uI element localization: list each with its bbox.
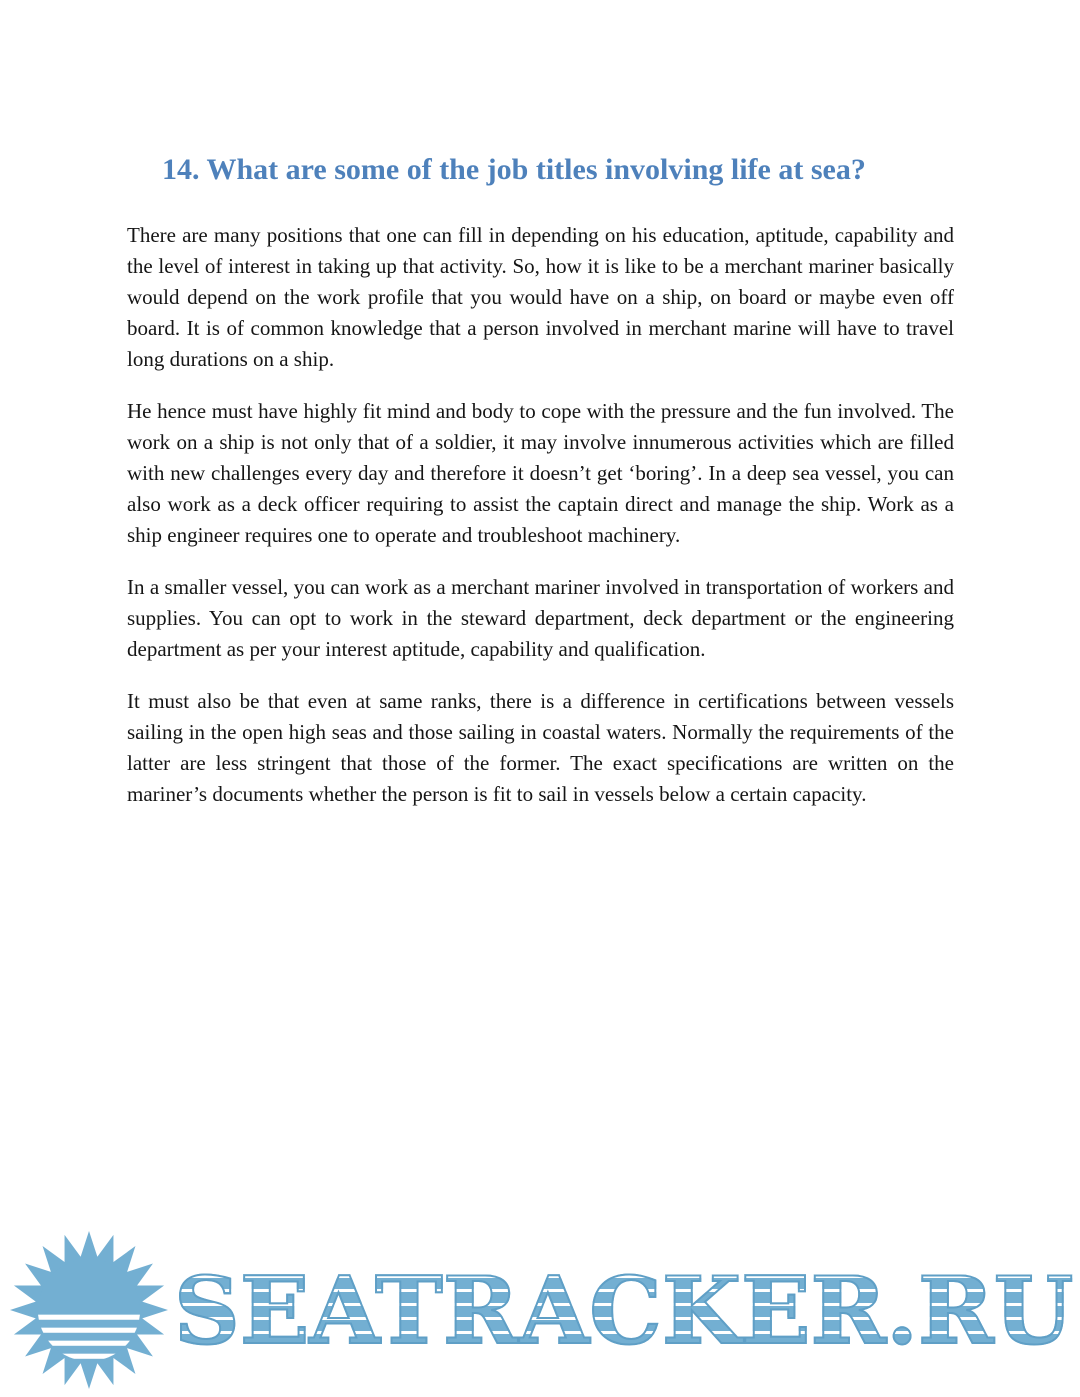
paragraph-2: He hence must have highly fit mind and body to cope with the pressure and the fun involved. The work on a ship is not only that of a soldier, it may involve innumerous activities which are filled with new challenges every day and therefore it doesn’t get ‘boring’. In a deep sea vessel, you can also work as a deck officer requiring to assist the captain direct and manage the ship. Work as a ship engineer requires one to operate and troubleshoot machinery. [127,398,954,547]
sun-icon [10,1231,168,1389]
page-title: 14. What are some of the job titles involving life at sea? [162,153,866,186]
paragraph-4: It must also be that even at same ranks, there is a difference in certifications between vessels sailing in the open high seas and those sailing in coastal waters. Normally the requirements of the latter are less stringent that those of the former. The exact specifications are written on the mariner’s documents whether the person is fit to sail in vessels below a certain capacity. [127,688,954,806]
paragraph-1: There are many positions that one can fill in depending on his education, aptitude, capability and the level of interest in taking up that activity. So, how it is like to be a merchant mariner basically would depend on the work profile that you would have on a ship, on board or maybe even off board. It is of common knowledge that a person involved in merchant marine will have to travel long durations on a ship. [127,222,954,371]
document-content [127,138,954,831]
paragraph-3: In a smaller vessel, you can work as a merchant mariner involved in transportation of workers and supplies. You can opt to work in the steward department, deck department or the engineering department as per your interest aptitude, capability and qualification. [127,574,954,661]
watermark-text: SEATRACKER.RU [174,1255,1074,1365]
watermark [10,1231,1076,1389]
